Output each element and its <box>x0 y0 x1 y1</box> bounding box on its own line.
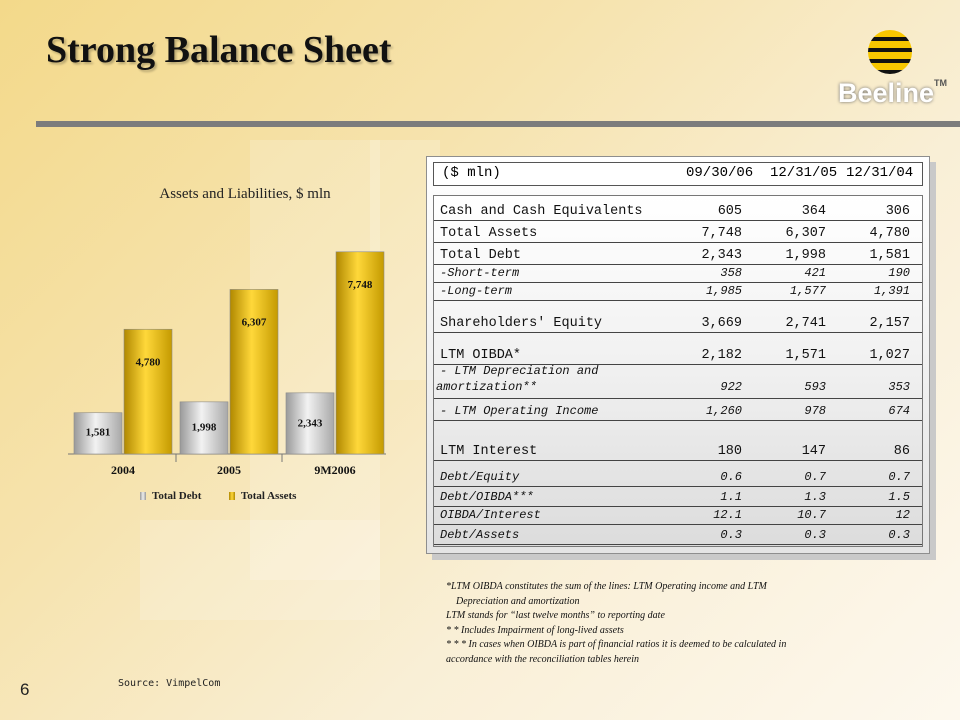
row-value: 421 <box>804 266 826 280</box>
row-label: OIBDA/Interest <box>440 508 541 522</box>
row-value: 3,669 <box>701 316 742 331</box>
x-tick-label: 9M2006 <box>314 463 356 477</box>
row-value: 605 <box>717 204 742 219</box>
row-label: LTM Interest <box>440 444 538 459</box>
legend-swatch-debt <box>140 492 146 500</box>
table-row <box>434 436 922 461</box>
footnote: *LTM OIBDA constitutes the sum of the lines: LTM Operating income and LTM <box>446 581 767 592</box>
row-value: 86 <box>893 444 910 459</box>
row-value: 0.3 <box>804 528 826 542</box>
row-value: 12.1 <box>713 508 742 522</box>
table-row <box>434 282 922 301</box>
legend-label-debt: Total Debt <box>152 490 202 503</box>
row-value: 12 <box>895 508 910 522</box>
chart-legend <box>140 490 296 502</box>
logo-tm: TM <box>934 78 948 88</box>
row-label-line2: amortization** <box>436 380 537 394</box>
row-value: 1.3 <box>804 490 826 504</box>
row-value: 1,571 <box>785 348 826 363</box>
row-value: 674 <box>888 404 910 418</box>
row-value: 1,577 <box>789 284 826 298</box>
row-label: Debt/Assets <box>440 528 520 542</box>
row-value: 4,780 <box>869 226 910 241</box>
footnote: Depreciation and amortization <box>456 595 580 607</box>
row-value: 2,182 <box>701 348 742 363</box>
table-row <box>434 222 922 243</box>
row-value: 1,027 <box>869 348 910 363</box>
row-label: Cash and Cash Equivalents <box>440 204 643 219</box>
row-value: 1.5 <box>888 490 910 504</box>
table-row <box>434 342 922 365</box>
data-label: 1,998 <box>191 421 217 434</box>
beeline-logo <box>838 28 948 118</box>
table-row <box>434 244 922 265</box>
decor-block <box>140 520 380 620</box>
legend-swatch-assets <box>229 492 235 500</box>
row-value: 10.7 <box>797 508 826 522</box>
row-label: Total Assets <box>440 226 538 241</box>
row-label: -Long-term <box>440 284 513 298</box>
bar-chart <box>66 200 386 485</box>
source-note: Source: VimpelCom <box>118 678 221 689</box>
row-value: 306 <box>885 204 910 219</box>
footnote: * * Includes Impairment of long-lived assets <box>446 624 624 636</box>
row-value: 190 <box>888 266 910 280</box>
row-value: 922 <box>720 380 742 394</box>
row-value: 6,307 <box>785 226 826 241</box>
row-value: 364 <box>801 204 826 219</box>
row-value: 1.1 <box>720 490 742 504</box>
row-value: 1,391 <box>873 284 910 298</box>
logo-text: Beeline <box>838 78 935 108</box>
table-header <box>433 162 923 186</box>
table-row <box>434 506 922 525</box>
row-label: - LTM Depreciation and <box>440 364 599 378</box>
row-value: 1,581 <box>869 248 910 263</box>
balance-table <box>426 156 930 554</box>
bar-total-assets <box>230 289 278 454</box>
row-value: 2,343 <box>701 248 742 263</box>
chart-title: Assets and Liabilities, $ mln <box>159 186 331 202</box>
row-value: 2,157 <box>869 316 910 331</box>
table-row <box>434 366 922 399</box>
row-label: Debt/Equity <box>440 470 520 484</box>
header-col-1: 09/30/06 <box>686 165 754 181</box>
legend-label-assets: Total Assets <box>240 490 297 503</box>
row-value: 2,741 <box>785 316 826 331</box>
table-body <box>433 195 923 547</box>
row-value: 1,260 <box>705 404 742 418</box>
row-value: 978 <box>804 404 826 418</box>
row-value: 593 <box>804 380 826 394</box>
row-value: 0.6 <box>720 470 742 484</box>
header-col-2: 12/31/05 <box>770 165 838 181</box>
row-value: 147 <box>801 444 826 459</box>
footnotes <box>446 580 926 667</box>
row-value: 0.7 <box>888 470 910 484</box>
table-row <box>434 200 922 221</box>
row-label: Total Debt <box>440 248 522 263</box>
row-value: 0.3 <box>888 528 910 542</box>
row-value: 0.3 <box>720 528 742 542</box>
table-row <box>434 308 922 333</box>
row-value: 180 <box>717 444 742 459</box>
page-title: Strong Balance Sheet <box>46 29 392 71</box>
title-divider <box>36 121 960 127</box>
data-label: 2,343 <box>297 417 323 430</box>
beeline-ball-icon <box>868 30 912 74</box>
table-row <box>434 526 922 545</box>
footnote: accordance with the reconciliation tables herein <box>446 653 640 665</box>
page-number: 6 <box>20 680 30 699</box>
row-value: 1,985 <box>705 284 742 298</box>
header-col-3: 12/31/04 <box>846 165 914 181</box>
table-row <box>434 488 922 507</box>
row-value: 0.7 <box>804 470 826 484</box>
data-label: 7,748 <box>347 278 373 291</box>
x-tick-label: 2005 <box>217 463 241 477</box>
row-value: 358 <box>720 266 742 280</box>
row-label: -Short-term <box>440 266 520 280</box>
data-label: 1,581 <box>85 426 111 439</box>
table-row <box>434 264 922 283</box>
header-unit: ($ mln) <box>442 165 501 181</box>
row-value: 1,998 <box>785 248 826 263</box>
data-label: 4,780 <box>135 356 161 369</box>
data-label: 6,307 <box>241 316 267 329</box>
row-label: LTM OIBDA* <box>440 348 522 363</box>
x-tick-label: 2004 <box>111 463 135 477</box>
row-label: - LTM Operating Income <box>440 404 599 418</box>
footnote: LTM stands for “last twelve months” to reporting date <box>446 610 665 621</box>
row-label: Shareholders' Equity <box>440 316 603 331</box>
row-label: Debt/OIBDA*** <box>440 490 534 504</box>
row-value: 353 <box>888 380 910 394</box>
table-row <box>434 466 922 487</box>
row-value: 7,748 <box>701 226 742 241</box>
bar-total-assets <box>124 329 172 454</box>
table-row <box>434 400 922 421</box>
footnote: * * * In cases when OIBDA is part of financial ratios it is deemed to be calculated in <box>446 639 787 650</box>
